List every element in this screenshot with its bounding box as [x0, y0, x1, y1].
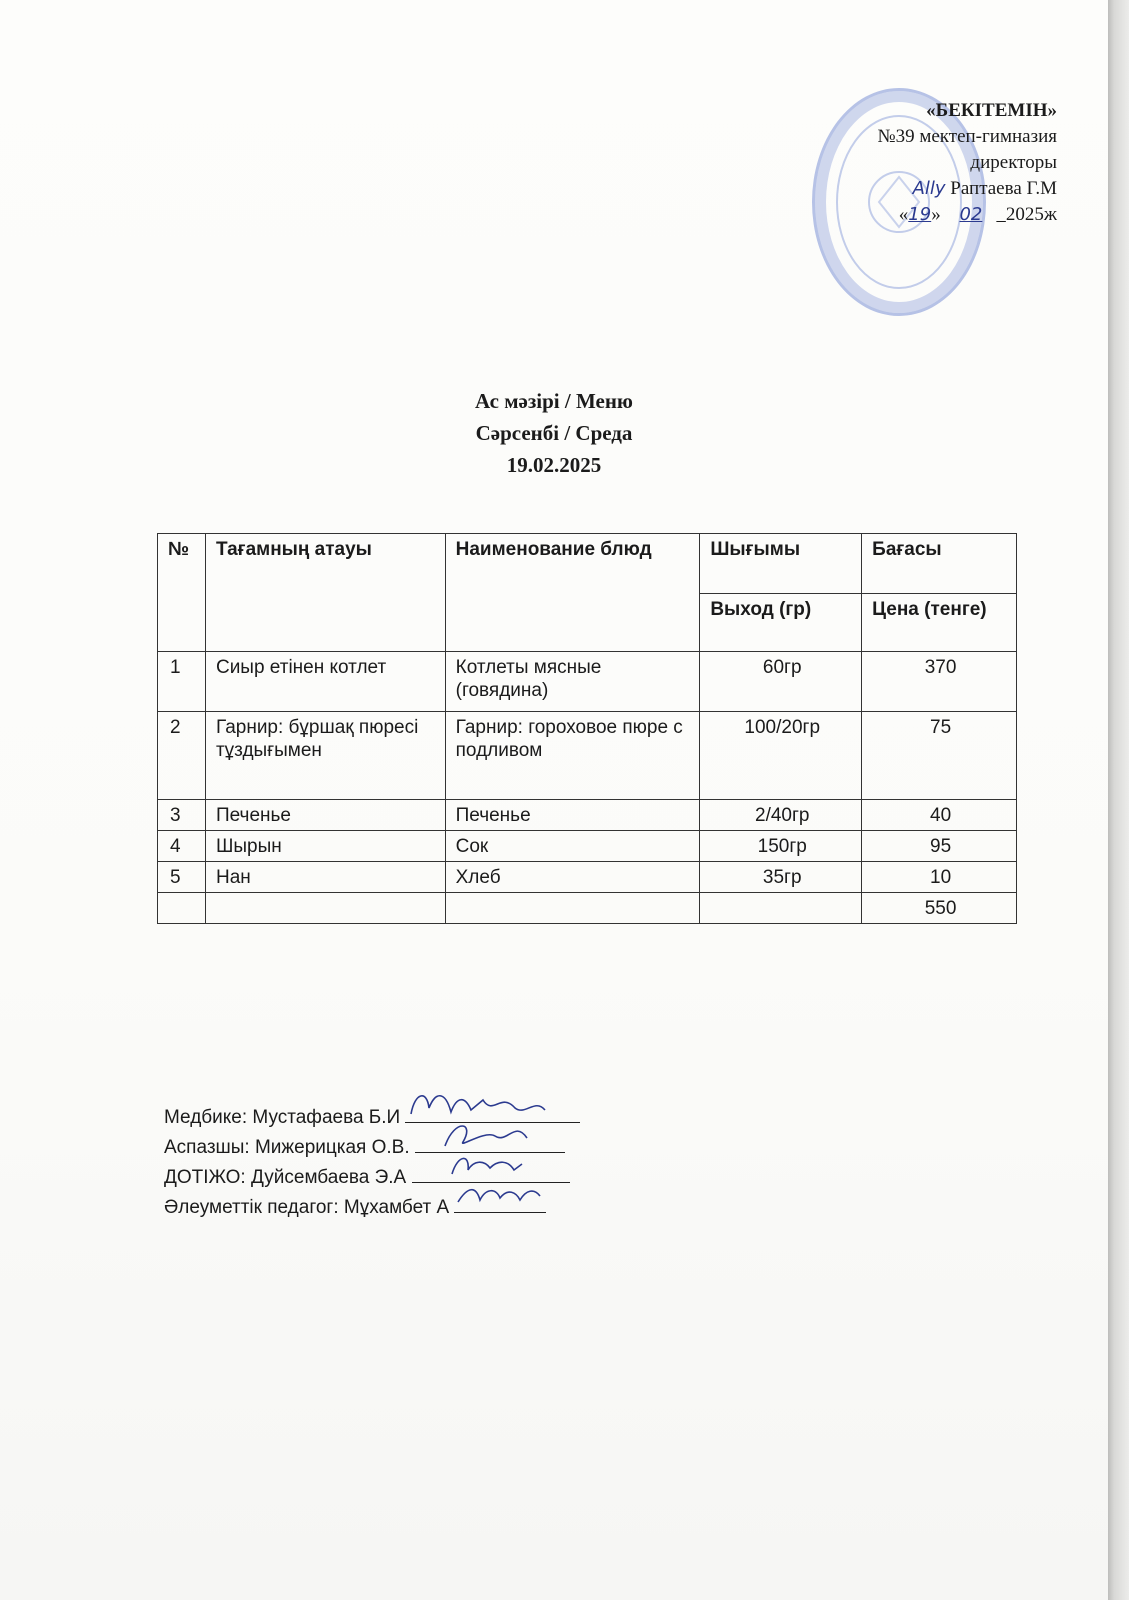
cook-signature-scribble	[415, 1116, 565, 1150]
table-row	[158, 831, 1017, 862]
director-signature: Ally	[912, 178, 946, 199]
dish-price: 95	[862, 831, 1017, 862]
page-edge	[1108, 0, 1129, 1600]
total-empty-cell	[700, 893, 862, 924]
dish-yield: 60гр	[700, 652, 862, 712]
menu-title: Ас мәзірі / Меню	[475, 389, 633, 413]
approval-year: 2025ж	[1005, 204, 1057, 225]
total-empty-cell	[205, 893, 445, 924]
dish-name-ru: Котлеты мясные (говядина)	[445, 652, 700, 712]
pedagogue-signature	[454, 1194, 546, 1213]
approval-date-line: «19» 02 2025ж	[898, 204, 1057, 225]
menu-table	[157, 533, 1017, 924]
date-open-quote: «	[898, 204, 909, 225]
header-yield-kz: Шығымы	[700, 534, 862, 594]
header-number: №	[158, 534, 206, 652]
total-price: 550	[862, 893, 1017, 924]
dish-yield: 35гр	[700, 862, 862, 893]
approval-director-line	[797, 176, 1057, 202]
pedagogue-signature-scribble	[454, 1176, 546, 1210]
approval-month: 02	[959, 204, 983, 225]
dish-name-kz: Гарнир: бұршақ пюресі тұздығымен	[205, 712, 445, 800]
approval-title: «БЕКІТЕМІН»	[926, 100, 1057, 121]
dish-yield: 150гр	[700, 831, 862, 862]
signature-line-pedagogue	[164, 1194, 546, 1220]
table-row	[158, 800, 1017, 831]
dish-name-kz: Сиыр етінен котлет	[205, 652, 445, 712]
dish-yield: 100/20гр	[700, 712, 862, 800]
approval-school: №39 мектеп-гимназия	[877, 126, 1057, 147]
approval-day: 19	[908, 204, 932, 225]
table-header-row	[158, 534, 1017, 594]
table-row	[158, 652, 1017, 712]
approval-block	[797, 98, 1057, 228]
table-row	[158, 862, 1017, 893]
dish-name-ru: Сок	[445, 831, 700, 862]
row-number: 1	[158, 652, 206, 712]
dish-name-kz: Шырын	[205, 831, 445, 862]
header-name-ru: Наименование блюд	[445, 534, 700, 652]
table-row	[158, 712, 1017, 800]
dish-price: 10	[862, 862, 1017, 893]
total-empty-cell	[445, 893, 700, 924]
row-number: 5	[158, 862, 206, 893]
deputy-signature-scribble	[412, 1146, 570, 1180]
dish-name-ru: Хлеб	[445, 862, 700, 893]
dish-price: 40	[862, 800, 1017, 831]
dish-name-ru: Печенье	[445, 800, 700, 831]
pedagogue-label: Әлеуметтік педагог: Мұхамбет А	[164, 1197, 450, 1218]
header-price-kz: Бағасы	[862, 534, 1017, 594]
director-name: Раптаева Г.М	[950, 178, 1057, 199]
menu-date: 19.02.2025	[506, 453, 602, 477]
dish-price: 370	[862, 652, 1017, 712]
dish-price: 75	[862, 712, 1017, 800]
dish-name-kz: Печенье	[205, 800, 445, 831]
row-number: 3	[158, 800, 206, 831]
menu-day: Сәрсенбі / Среда	[475, 421, 633, 445]
table-total-row	[158, 893, 1017, 924]
nurse-signature-scribble	[405, 1086, 580, 1120]
dish-name-kz: Нан	[205, 862, 445, 893]
header-yield-ru: Выход (гр)	[700, 594, 862, 652]
row-number: 2	[158, 712, 206, 800]
dish-name-ru: Гарнир: гороховое пюре с подливом	[445, 712, 700, 800]
total-empty-cell	[158, 893, 206, 924]
cook-label: Аспазшы: Мижерицкая О.В.	[164, 1137, 410, 1158]
deputy-label: ДОТІЖО: Дуйсембаева Э.А	[164, 1167, 407, 1188]
dish-yield: 2/40гр	[700, 800, 862, 831]
nurse-label: Медбике: Мустафаева Б.И	[164, 1107, 401, 1128]
header-price-ru: Цена (тенге)	[862, 594, 1017, 652]
header-name-kz: Тағамның атауы	[205, 534, 445, 652]
row-number: 4	[158, 831, 206, 862]
approval-position: директоры	[970, 152, 1057, 173]
